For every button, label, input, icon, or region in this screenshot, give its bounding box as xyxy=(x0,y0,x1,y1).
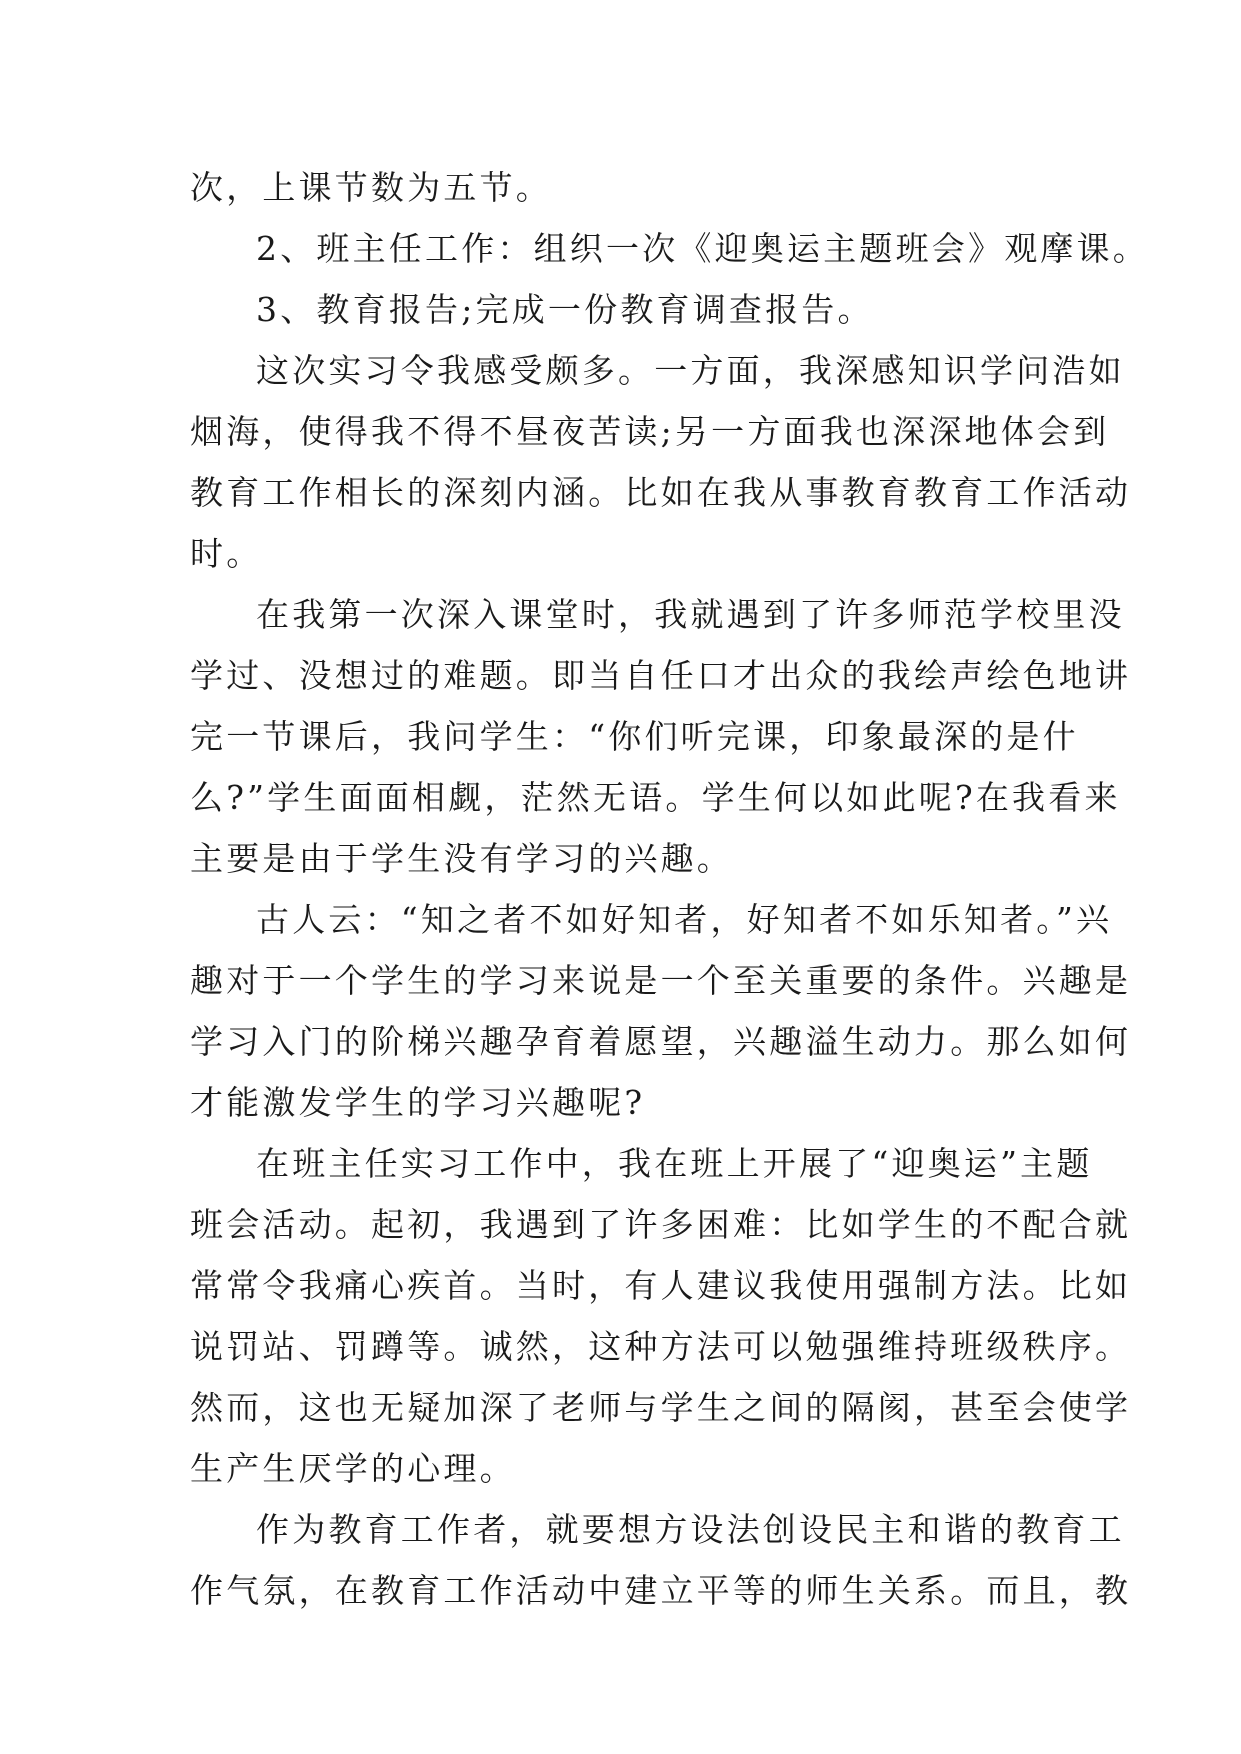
text-line: 在班主任实习工作中，我在班上开展了“迎奥运”主题 xyxy=(256,1144,1093,1183)
text-line: 古人云：“知之者不如好知者，好知者不如乐知者。”兴 xyxy=(256,900,1113,939)
text-line: 时。 xyxy=(190,534,263,573)
text-line: 教育工作相长的深刻内涵。比如在我从事教育教育工作活动 xyxy=(190,473,1132,512)
text-line: 作为教育工作者，就要想方设法创设民主和谐的教育工 xyxy=(256,1510,1125,1549)
text-line: 学习入门的阶梯兴趣孕育着愿望，兴趣溢生动力。那么如何 xyxy=(190,1022,1132,1061)
text-line: 主要是由于学生没有学习的兴趣。 xyxy=(190,839,733,878)
text-line: 班会活动。起初，我遇到了许多困难：比如学生的不配合就 xyxy=(190,1205,1132,1244)
text-line: 才能激发学生的学习兴趣呢? xyxy=(190,1083,646,1122)
text-line: 作气氛，在教育工作活动中建立平等的师生关系。而且，教 xyxy=(190,1571,1132,1610)
text-line: 完一节课后，我问学生：“你们听完课，印象最深的是什 xyxy=(190,717,1079,756)
text-line: 次，上课节数为五节。 xyxy=(190,168,552,207)
text-line: 2、班主任工作：组织一次《迎奥运主题班会》观摩课。 xyxy=(256,229,1149,268)
text-line: 趣对于一个学生的学习来说是一个至关重要的条件。兴趣是 xyxy=(190,961,1132,1000)
text-line: 生产生厌学的心理。 xyxy=(190,1449,516,1488)
text-line: 么?”学生面面相觑，茫然无语。学生何以如此呢?在我看来 xyxy=(190,778,1121,817)
text-line: 3、教育报告;完成一份教育调查报告。 xyxy=(256,290,874,329)
document-body xyxy=(190,157,1149,1621)
text-line: 在我第一次深入课堂时，我就遇到了许多师范学校里没 xyxy=(256,595,1125,634)
text-line: 烟海，使得我不得不昼夜苦读;另一方面我也深深地体会到 xyxy=(190,412,1110,451)
text-line: 学过、没想过的难题。即当自任口才出众的我绘声绘色地讲 xyxy=(190,656,1132,695)
text-line: 然而，这也无疑加深了老师与学生之间的隔阂，甚至会使学 xyxy=(190,1388,1132,1427)
text-line: 说罚站、罚蹲等。诚然，这种方法可以勉强维持班级秩序。 xyxy=(190,1327,1132,1366)
text-line: 常常令我痛心疾首。当时，有人建议我使用强制方法。比如 xyxy=(190,1266,1132,1305)
text-line: 这次实习令我感受颇多。一方面，我深感知识学问浩如 xyxy=(256,351,1125,390)
